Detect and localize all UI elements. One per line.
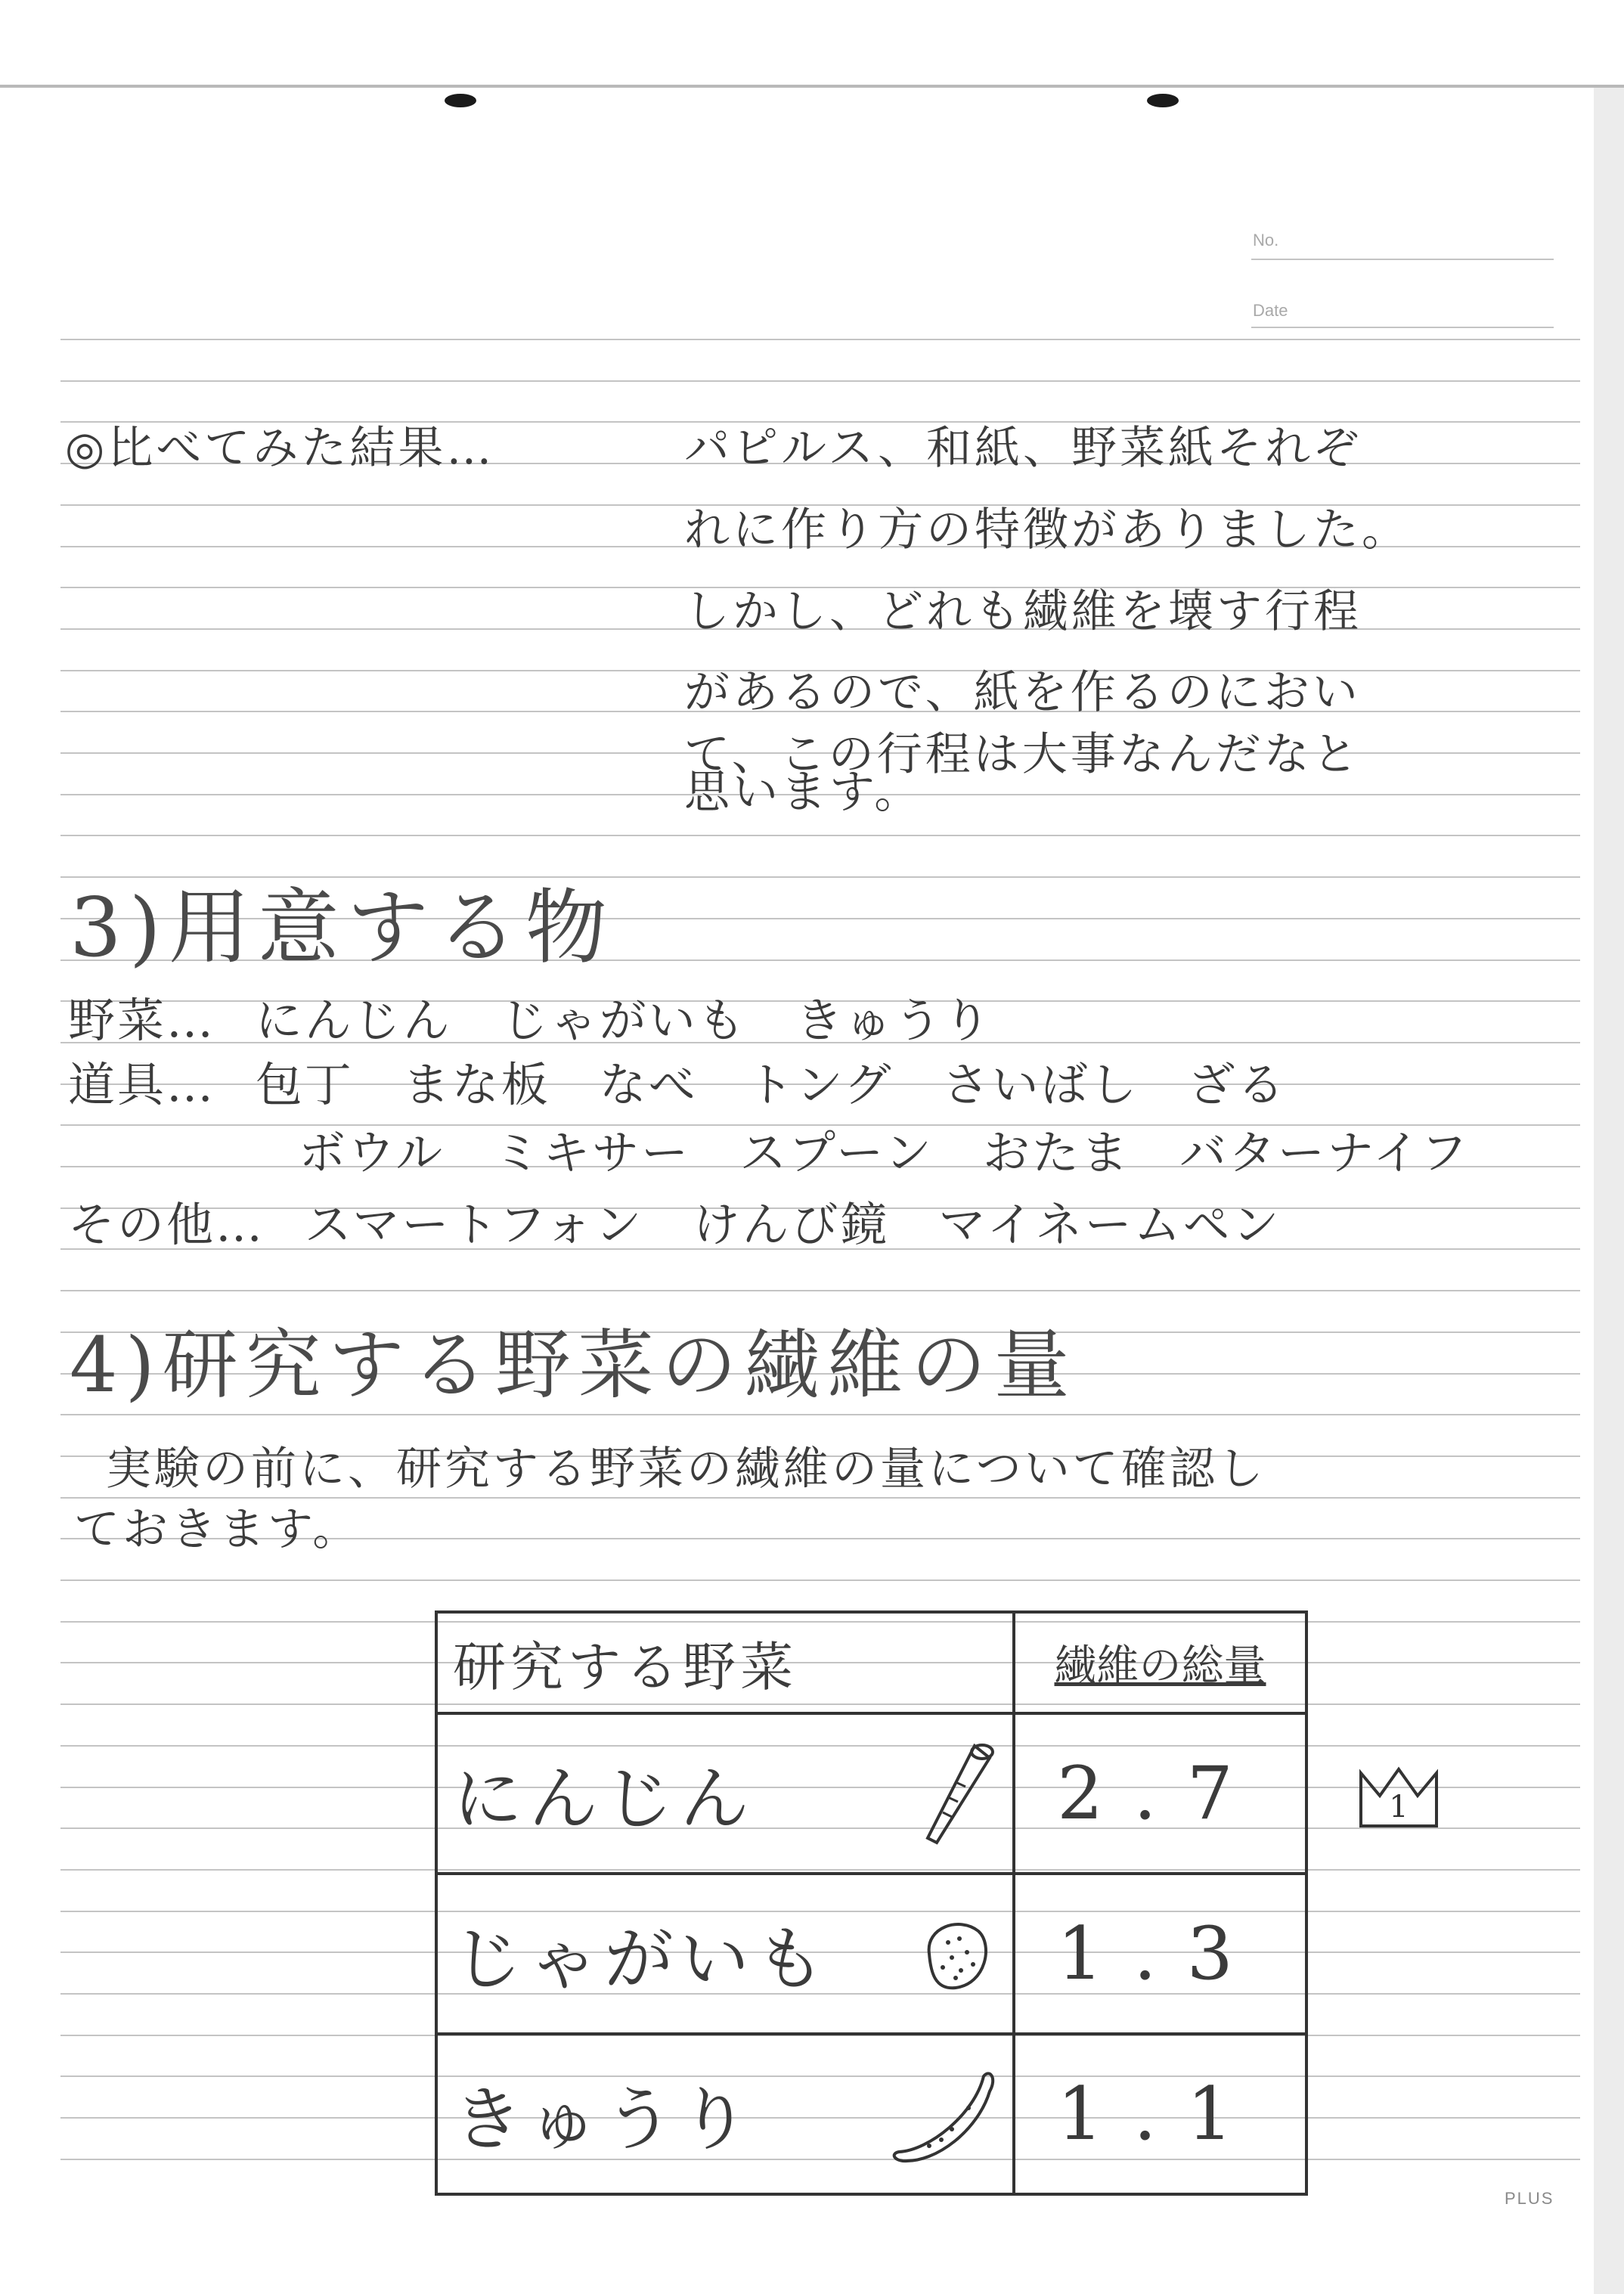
materials-label: 野菜…: [68, 993, 216, 1048]
ruled-line: [60, 339, 1580, 340]
brand-mark: PLUS: [1505, 2189, 1554, 2208]
vegetable-name: じゃがいも: [453, 1919, 832, 2000]
comparison-line: しかし、どれも繊維を壊す行程: [684, 585, 1362, 638]
table-row: [436, 2034, 1306, 2194]
page-edge: [1594, 0, 1624, 2294]
comparison-line: れに作り方の特徴がありました。: [684, 504, 1410, 556]
materials-other: [68, 1187, 1282, 1254]
ruled-line: [60, 380, 1580, 382]
ruled-line: [60, 1290, 1580, 1291]
no-line: [1251, 259, 1554, 260]
ruled-line: [60, 1579, 1580, 1581]
materials-text: ボウル ミキサー スプーン おたま バターナイフ: [299, 1125, 1470, 1180]
comparison-line: パピルス、和紙、野菜紙それぞ: [684, 422, 1362, 475]
binder-strip: [0, 0, 1624, 88]
crown-rank-number: 1: [1389, 1790, 1409, 1824]
carrot-icon: [914, 1737, 997, 1850]
comparison-line: があるので、紙を作るのにおい: [684, 666, 1361, 719]
fiber-amount: 1.3: [1014, 1874, 1306, 2034]
column-header-vegetable: 研究する野菜: [436, 1612, 1014, 1713]
materials-text: スマートフォン けんび鏡 マイネームペン: [304, 1197, 1282, 1252]
comparison-lead: ◎比べてみた結果…: [65, 422, 495, 475]
potato-icon: [914, 1908, 997, 1999]
crown-icon: [1353, 1758, 1444, 1834]
section4-intro: 実験の前に、研究する野菜の繊維の量について確認し: [106, 1443, 1266, 1496]
ruled-line: [60, 1414, 1580, 1415]
section4-heading: 4)研究する野菜の繊維の量: [70, 1321, 1077, 1409]
section4-intro: ておきます。: [74, 1503, 361, 1556]
comparison-line: 思います。: [684, 766, 923, 819]
date-label: Date: [1253, 301, 1288, 320]
comparison-line: て、この行程は大事なんだなと: [684, 728, 1361, 781]
table-row: [436, 1713, 1306, 1874]
materials-tools-continued: [299, 1115, 1470, 1183]
materials-label: その他…: [68, 1197, 265, 1252]
vegetable-name: きゅうり: [453, 2079, 756, 2160]
ruled-line: [60, 835, 1580, 836]
materials-tools: [68, 1047, 1287, 1114]
materials-vegetables: [68, 983, 993, 1050]
fiber-amount: 2.7: [1014, 1713, 1306, 1874]
materials-text: にんじん じゃがいも きゅうり: [255, 993, 993, 1048]
punch-hole: [445, 94, 476, 107]
cucumber-icon: [884, 2061, 997, 2167]
fiber-table: [435, 1610, 1308, 2196]
table-header-row: [436, 1612, 1306, 1713]
punch-hole: [1147, 94, 1179, 107]
table-row: [436, 1874, 1306, 2034]
date-line: [1251, 327, 1554, 328]
column-header-fiber: 繊維の総量: [1014, 1612, 1306, 1713]
no-label: No.: [1253, 231, 1279, 250]
fiber-amount: 1.1: [1014, 2034, 1306, 2194]
materials-label: 道具…: [68, 1057, 216, 1112]
section3-heading: 3)用意する物: [70, 881, 615, 975]
materials-text: 包丁 まな板 なべ トング さいばし ざる: [255, 1057, 1287, 1112]
vegetable-name: にんじん: [453, 1759, 756, 1840]
